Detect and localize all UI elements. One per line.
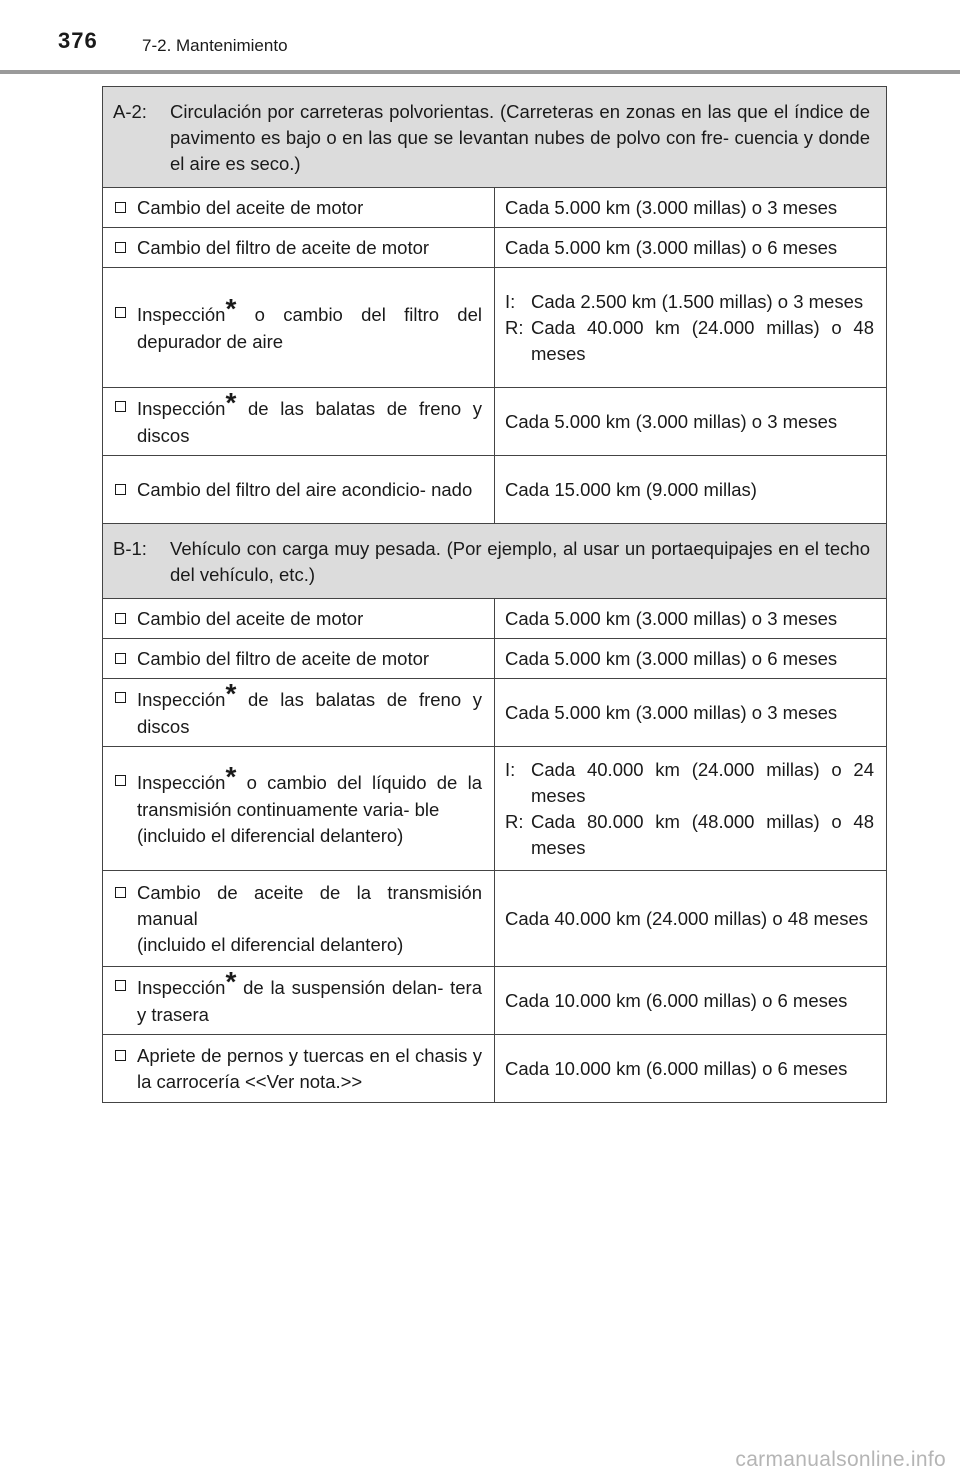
item-text-after: de las balatas de freno y discos — [137, 398, 482, 446]
condition-cell — [103, 524, 887, 599]
item-text: Apriete de pernos y tuercas en el chasis y la carrocería <<Ver nota.>> — [137, 1044, 482, 1092]
maintenance-table — [102, 86, 887, 1103]
table-row — [103, 388, 887, 456]
asterisk-icon: * — [225, 293, 237, 325]
checkbox-icon — [115, 692, 126, 703]
checkbox-icon — [115, 887, 126, 898]
asterisk-icon: * — [225, 387, 237, 419]
item-text: Cambio del filtro de aceite de motor — [137, 647, 430, 669]
interval-cell — [495, 268, 887, 388]
interval-cell — [495, 747, 887, 871]
interval-cell — [495, 967, 887, 1035]
interval-text: Cada 40.000 km (24.000 millas) o 24 meses — [531, 758, 875, 806]
condition-cell — [103, 87, 887, 188]
item-note: (incluido el diferencial delantero) — [137, 933, 404, 955]
item-cell — [103, 871, 495, 967]
item-text-before: Inspección — [137, 689, 226, 711]
item-cell — [103, 228, 495, 268]
item-text — [137, 678, 482, 739]
table-row — [103, 228, 887, 268]
item-text — [137, 387, 482, 448]
item-note: (incluido el diferencial delantero) — [137, 824, 404, 846]
interval-cell — [495, 456, 887, 524]
interval-text: Cada 40.000 km (24.000 millas) o 48 meses — [505, 907, 868, 929]
interval-cell — [495, 388, 887, 456]
table-row — [103, 188, 887, 228]
section-title: 7-2. Mantenimiento — [142, 36, 288, 55]
checkbox-icon — [115, 484, 126, 495]
condition-row-a2 — [103, 87, 887, 188]
asterisk-icon: * — [225, 678, 237, 710]
item-cell — [103, 456, 495, 524]
item-cell — [103, 747, 495, 871]
item-text: Cambio del filtro de aceite de motor — [137, 236, 430, 258]
item-text-after: o cambio del líquido de la transmisión continuamente varia- ble — [137, 772, 482, 820]
item-text — [137, 293, 482, 354]
table-row — [103, 599, 887, 639]
condition-code: A-2: — [113, 101, 147, 122]
interval-cell — [495, 228, 887, 268]
item-text: Cambio del aceite de motor — [137, 196, 364, 218]
item-cell — [103, 268, 495, 388]
item-text-after: de la suspensión delan- tera y trasera — [137, 977, 482, 1025]
item-text: Cambio del filtro del aire acondicio- nado — [137, 478, 473, 500]
item-text — [137, 880, 482, 958]
inspection-code: I: — [505, 290, 516, 312]
watermark: carmanualsonline.info — [735, 1448, 946, 1471]
item-text — [137, 966, 482, 1027]
interval-text: Cada 5.000 km (3.000 millas) o 3 meses — [505, 410, 838, 432]
item-cell — [103, 639, 495, 679]
interval-text: Cada 10.000 km (6.000 millas) o 6 meses — [505, 989, 848, 1011]
checkbox-icon — [115, 980, 126, 991]
condition-text: Circulación por carreteras polvorientas. (Carreteras en zonas en las que el índice de pavimento es bajo o en las que se levantan nubes de polvo con fre- cuencia y donde el aire es seco.) — [170, 101, 871, 174]
item-cell — [103, 188, 495, 228]
item-text-before: Inspección — [137, 772, 226, 794]
table-row — [103, 679, 887, 747]
interval-cell — [495, 679, 887, 747]
item-cell — [103, 1035, 495, 1103]
table-row — [103, 747, 887, 871]
interval-text: Cada 40.000 km (24.000 millas) o 48 meses — [531, 316, 875, 364]
table-row — [103, 268, 887, 388]
replace-code: R: — [505, 316, 524, 338]
asterisk-icon: * — [225, 966, 237, 998]
condition-row-b1 — [103, 524, 887, 599]
checkbox-icon — [115, 307, 126, 318]
table-row — [103, 639, 887, 679]
interval-cell — [495, 599, 887, 639]
item-cell — [103, 967, 495, 1035]
item-text-main: Cambio de aceite de la transmisión manual — [137, 881, 482, 929]
interval-inspection-line — [505, 757, 874, 809]
checkbox-icon — [115, 775, 126, 786]
interval-cell — [495, 188, 887, 228]
checkbox-icon — [115, 242, 126, 253]
table-row — [103, 1035, 887, 1103]
interval-cell — [495, 639, 887, 679]
interval-replace-line — [505, 809, 874, 861]
interval-text: Cada 15.000 km (9.000 millas) — [505, 478, 757, 500]
page-number: 376 — [58, 28, 98, 53]
interval-text: Cada 2.500 km (1.500 millas) o 3 meses — [531, 290, 864, 312]
interval-cell — [495, 1035, 887, 1103]
page-header — [0, 0, 960, 76]
checkbox-icon — [115, 653, 126, 664]
interval-text: Cada 80.000 km (48.000 millas) o 48 meses — [531, 810, 875, 858]
item-text-before: Inspección — [137, 977, 226, 999]
inspection-code: I: — [505, 758, 516, 780]
interval-text: Cada 5.000 km (3.000 millas) o 6 meses — [505, 236, 838, 258]
item-text-after: o cambio del filtro del depurador de aire — [137, 304, 482, 352]
interval-text: Cada 5.000 km (3.000 millas) o 3 meses — [505, 196, 838, 218]
header-rule — [0, 70, 960, 74]
interval-text: Cada 5.000 km (3.000 millas) o 3 meses — [505, 607, 838, 629]
item-cell — [103, 599, 495, 639]
item-text-before: Inspección — [137, 304, 226, 326]
interval-inspection-line — [505, 289, 874, 315]
table-row — [103, 456, 887, 524]
asterisk-icon: * — [225, 761, 237, 793]
checkbox-icon — [115, 613, 126, 624]
checkbox-icon — [115, 1050, 126, 1061]
interval-cell — [495, 871, 887, 967]
table-row — [103, 967, 887, 1035]
interval-text: Cada 5.000 km (3.000 millas) o 3 meses — [505, 701, 838, 723]
condition-text: Vehículo con carga muy pesada. (Por ejemplo, al usar un portaequipajes en el techo del vehículo, etc.) — [170, 538, 871, 585]
replace-code: R: — [505, 810, 524, 832]
checkbox-icon — [115, 401, 126, 412]
item-text-after: de las balatas de freno y discos — [137, 689, 482, 737]
table-row — [103, 871, 887, 967]
item-text-before: Inspección — [137, 398, 226, 420]
interval-text: Cada 5.000 km (3.000 millas) o 6 meses — [505, 647, 838, 669]
condition-code: B-1: — [113, 538, 147, 559]
item-cell — [103, 679, 495, 747]
interval-replace-line — [505, 315, 874, 367]
item-text — [137, 761, 482, 848]
item-text: Cambio del aceite de motor — [137, 607, 364, 629]
item-cell — [103, 388, 495, 456]
checkbox-icon — [115, 202, 126, 213]
interval-text: Cada 10.000 km (6.000 millas) o 6 meses — [505, 1057, 848, 1079]
